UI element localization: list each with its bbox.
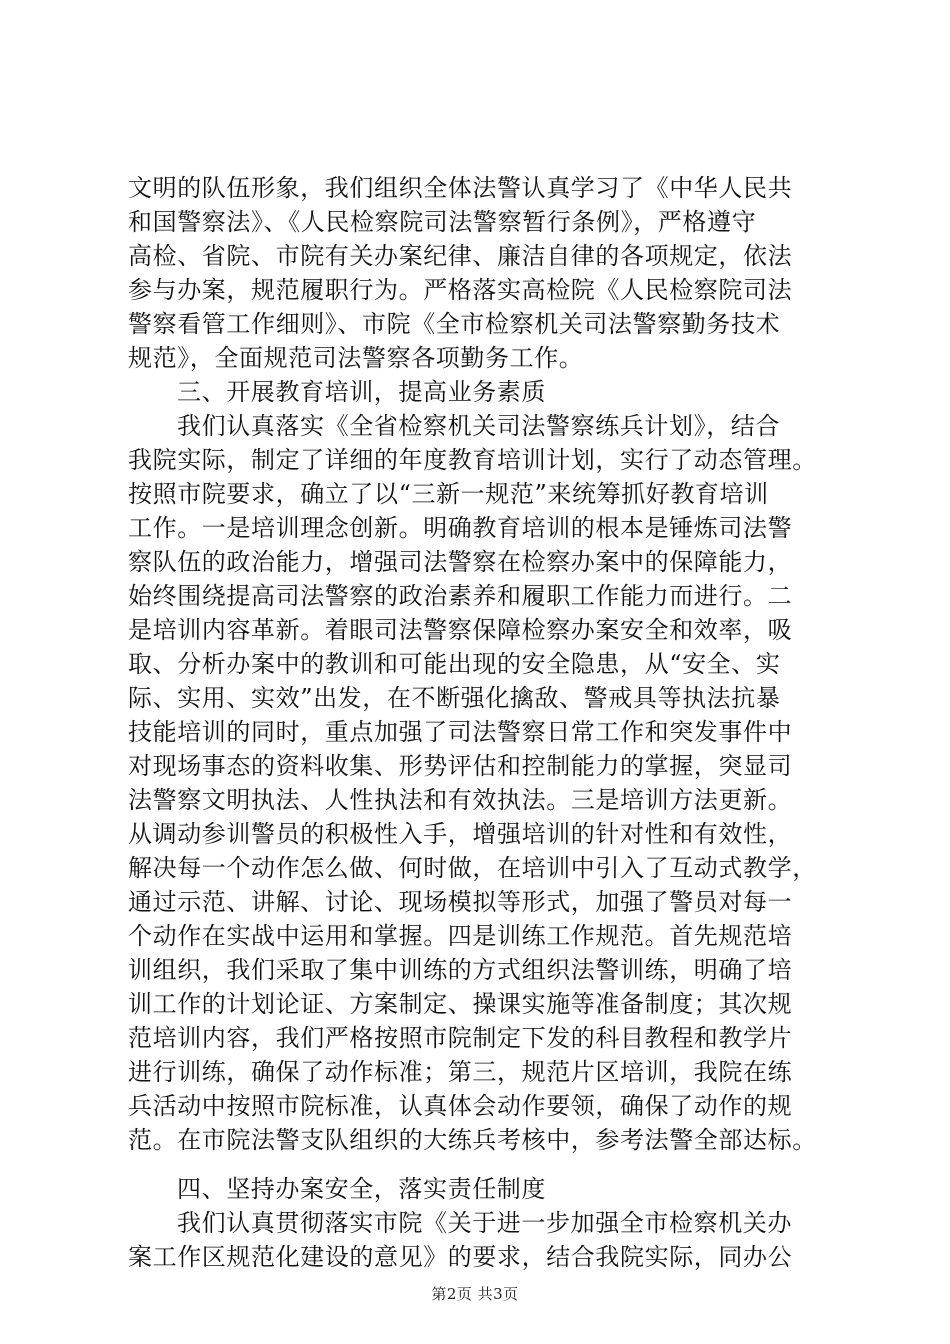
paragraph-line: 际、实用、实效”出发，在不断强化擒敌、警戒具等执法抗暴 bbox=[128, 684, 781, 712]
paragraph-line: 我院实际，制定了详细的年度教育培训计划，实行了动态管理。 bbox=[128, 446, 817, 474]
paragraph-line: 我们认真落实《全省检察机关司法警察练兵计划》，结合 bbox=[177, 412, 780, 440]
page-number-footer: 第2页 共3页 bbox=[431, 1285, 519, 1303]
paragraph-line: 范。在市院法警支队组织的大练兵考核中，参考法警全部达标。 bbox=[128, 1126, 817, 1154]
paragraph-line: 范培训内容，我们严格按照市院制定下发的科目教程和教学片 bbox=[128, 1024, 793, 1052]
paragraph-line: 训组织，我们采取了集中训练的方式组织法警训练，明确了培 bbox=[128, 956, 793, 984]
paragraph-line: 训工作的计划论证、方案制定、操课实施等准备制度；其次规 bbox=[128, 990, 793, 1018]
paragraph-line: 我们认真贯彻落实市院《关于进一步加强全市检察机关办 bbox=[177, 1209, 792, 1237]
paragraph-line: 通过示范、讲解、讨论、现场模拟等形式，加强了警员对每一 bbox=[128, 888, 793, 916]
paragraph-line: 工作。一是培训理念创新。明确教育培训的根本是锤炼司法警 bbox=[128, 514, 793, 542]
paragraph-line: 高检、省院、市院有关办案纪律、廉洁自律的各项规定，依法 bbox=[128, 242, 793, 270]
paragraph-line: 文明的队伍形象，我们组织全体法警认真学习了《中华人民共 bbox=[128, 174, 793, 202]
paragraph-line: 是培训内容革新。着眼司法警察保障检察办案安全和效率，吸 bbox=[128, 616, 793, 644]
paragraph-line: 技能培训的同时，重点加强了司法警察日常工作和突发事件中 bbox=[128, 718, 793, 746]
paragraph-line: 规范》，全面规范司法警察各项勤务工作。 bbox=[128, 344, 584, 372]
paragraph-line: 案工作区规范化建设的意见》的要求，结合我院实际，同办公 bbox=[128, 1243, 793, 1271]
paragraph-line: 从调动参训警员的积极性入手，增强培训的针对性和有效性， bbox=[128, 820, 793, 848]
paragraph-line: 进行训练，确保了动作标准；第三，规范片区培训，我院在练 bbox=[128, 1058, 793, 1086]
paragraph-line: 始终围绕提高司法警察的政治素养和履职工作能力而进行。二 bbox=[128, 582, 793, 610]
paragraph-line: 按照市院要求，确立了以“三新一规范”来统筹抓好教育培训 bbox=[128, 480, 769, 508]
section-heading: 三、开展教育培训，提高业务素质 bbox=[177, 378, 546, 406]
paragraph-line: 察队伍的政治能力，增强司法警察在检察办案中的保障能力， bbox=[128, 548, 793, 576]
paragraph-line: 取、分析办案中的教训和可能出现的安全隐患，从“安全、实 bbox=[128, 650, 781, 678]
paragraph-line: 解决每一个动作怎么做、何时做，在培训中引入了互动式教学， bbox=[128, 854, 817, 882]
paragraph-line: 法警察文明执法、人性执法和有效执法。三是培训方法更新。 bbox=[128, 786, 793, 814]
paragraph-line: 警察看管工作细则》、市院《全市检察机关司法警察勤务技术 bbox=[128, 310, 781, 338]
section-heading: 四、坚持办案安全，落实责任制度 bbox=[177, 1175, 546, 1203]
paragraph-line: 和国警察法》、《人民检察院司法警察暂行条例》，严格遵守 bbox=[128, 208, 757, 236]
paragraph-line: 参与办案，规范履职行为。严格落实高检院《人民检察院司法 bbox=[128, 276, 793, 304]
paragraph-line: 对现场事态的资料收集、形势评估和控制能力的掌握，突显司 bbox=[128, 752, 793, 780]
paragraph-line: 兵活动中按照市院标准，认真体会动作要领，确保了动作的规 bbox=[128, 1092, 793, 1120]
paragraph-line: 个动作在实战中运用和掌握。四是训练工作规范。首先规范培 bbox=[128, 922, 793, 950]
